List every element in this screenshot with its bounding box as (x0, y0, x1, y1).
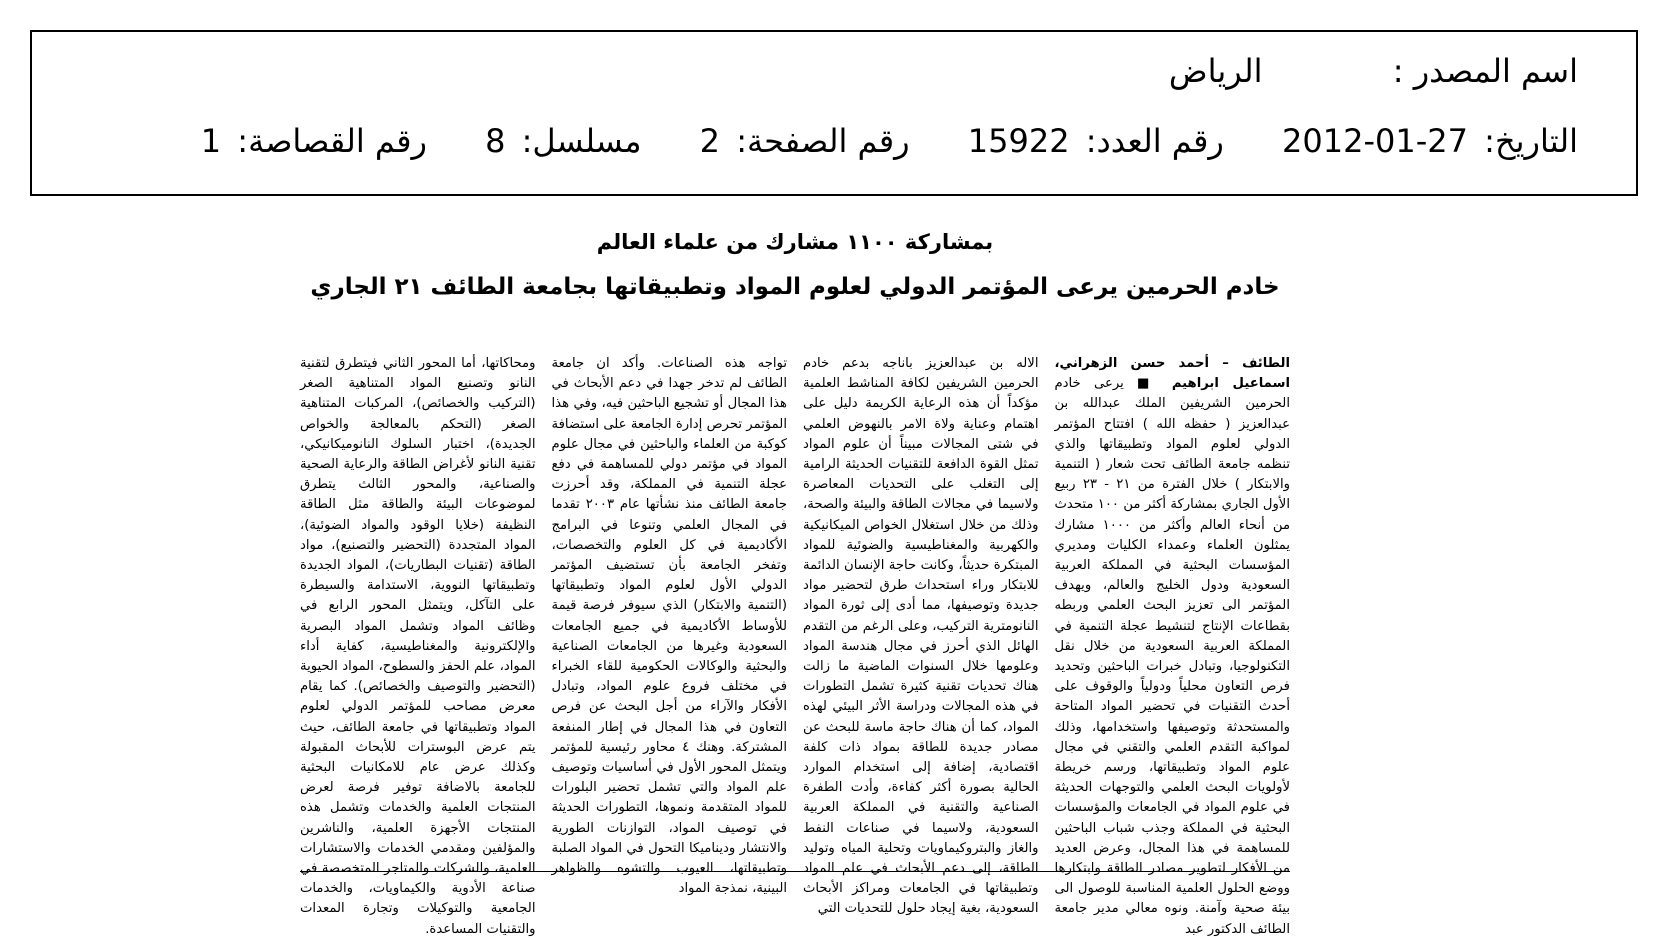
date-value: 2012-01-27 (1282, 122, 1468, 160)
page-label: رقم الصفحة: (736, 122, 910, 160)
article-column-4: ومحاكاتها، أما المحور الثاني فيتطرق لتقنية النانو وتصنيع المواد المتناهية الصغر (التركيب والخصائص)، المركبات المتناهية الصغر (التحكم بالمعالجة والخواص الجديدة)، اختبار السلوك النانوميكانيكي، تقنية النانو لأغراض الطاقة والرعاية الصحية والصناعية، والمحور الثالث يتطرق لموضوعات البيئة والطاقة مثل الطاقة النظيفة (خلايا الوقود والمواد الضوئية)، المواد المتجددة (التحضير والتصنيع)، مواد الطاقة (تقنيات البطاريات)، المواد الجديدة وتطبيقاتها النووية، الاستدامة والسيطرة على التآكل، ويتمثل المحور الرابع في وظائف المواد وتشمل المواد البصرية والإلكترونية والمغناطيسية، كفاية أداء المواد، علم الحفز والسطوح، المواد الحيوية (التحضير والتوصيف والخصائص). كما يقام معرض مصاحب للمؤتمر الدولي لعلوم المواد وتطبيقاتها في جامعة الطائف، حيث يتم عرض البوسترات للأبحاث المقبولة وكذلك عرض عام للامكانيات البحثية للجامعة بالاضافة توفير فرصة لعرض المنتجات العلمية والخدمات وتشمل هذه المنتجات الأجهزة العلمية، والناشرين والمؤلفين ومقدمي الخدمات والاستشارات العلمية، والشركات والمتاجر المتخصصة في صناعة الأدوية والكيماويات، والخدمات الجامعية والتوكيلات وتجارة المعدات والتقنيات المساعدة. (300, 356, 536, 937)
source-value: الرياض (1168, 52, 1263, 90)
issue-value: 15922 (967, 122, 1070, 160)
article-columns (300, 354, 1291, 937)
article-column-2: الاله بن عبدالعزيز باناجه بدعم خادم الحرمين الشريفين لكافة المناشط العلمية مؤكداً أن هذه الرعاية الكريمة دليل على اهتمام وعناية ولاة الامر بالنهوض العلمي في شتى المجالات مبيناً أن علوم المواد تمثل القوة الدافعة للتقنيات الحديثة الرامية إلى التغلب على التحديات المعاصرة ولاسيما في مجالات الطاقة والبيئة والصحة، وذلك من خلال استغلال الخواص الميكانيكية والكهربية والمغناطيسية والضوئية للمواد المبتكرة حديثاً، وكانت حاجة الإنسان الدائمة للابتكار وراء استحداث طرق لتحضير مواد جديدة وتوصيفها، مما أدى إلى ثورة المواد النانومترية التركيب، وعلى الرغم من التقدم الهائل الذي أحرز في مجال هندسة المواد وعلومها خلال السنوات الماضية ما زالت هناك تحديات تقنية كثيرة تشمل التطورات في هذه المجالات ودراسة الأثر البيئي لهذه المواد، كما أن هناك حاجة ماسة للبحث عن مصادر جديدة للطاقة بمواد ذات كلفة اقتصادية، إضافة إلى استخدام الموارد الحالية بصورة أكثر كفاءة، وأدت الطفرة الصناعية والتقنية في المملكة العربية السعودية، ولاسيما في صناعات النفط والغاز والبتروكيماويات وتحلية المياه وتوليد الطاقة، إلى دعم الأبحاث في علم المواد وتطبيقاتها في الجامعات ومراكز الأبحاث السعودية، بغية إيجاد حلول للتحديات التي (803, 356, 1039, 917)
article-kicker: بمشاركة ١١٠٠ مشارك من علماء العالم (596, 230, 994, 254)
date-label: التاريخ: (1484, 122, 1578, 160)
article-headline: خادم الحرمين يرعى المؤتمر الدولي لعلوم المواد وتطبيقاتها بجامعة الطائف ٢١ الجاري (310, 274, 1280, 300)
page-value: 2 (699, 122, 721, 160)
article-byline: الطائف – أحمد حسن الزهراني، اسماعيل ابراهيم (1054, 356, 1290, 392)
serial-label: مسلسل: (521, 122, 642, 160)
issue-label: رقم العدد: (1085, 122, 1224, 160)
article-column-1 (1054, 354, 1291, 937)
clip-label: رقم القصاصة: (237, 122, 427, 160)
article-column-1-text: ■ يرعى خادم الحرمين الشريفين الملك عبدالله بن عبدالعزيز ( حفظه الله ) افتتاح المؤتمر الدولي لعلوم المواد وتطبيقاتها والذي تنظمه جامعة الطائف تحت شعار ( التنمية والابتكار ) خلال الفترة من ٢١ - ٢٣ ربيع الأول الجاري بمشاركة أكثر من ١٠٠ متحدث من أنحاء العالم وأكثر من ١٠٠٠ مشارك يمثلون العلماء وعمداء الكليات ومديري المؤسسات البحثية في المملكة العربية السعودية ودول الخليج والعالم، ويهدف المؤتمر الى تعزيز البحث العلمي وربطه بقطاعات الإنتاج لتنشيط عجلة التنمية في المملكة العربية السعودية من خلال نقل التكنولوجيا، وتبادل خبرات الباحثين وتحديد فرص التعاون محلياً ودولياً والوقوف على أحدث التقنيات في تحضير المواد المتاحة والمستحدثة وتوصيفها واستخدامها، وذلك لمواكبة التقدم العلمي والتقني في مجال علوم المواد وتطبيقاتها، ورسم خريطة لأولويات البحث العلمي والتوجهات الحديثة في علوم المواد في الجامعات والمؤسسات البحثية في المملكة وجذب شباب الباحثين للمساهمة في هذا المجال، وعرض العديد من الأفكار لتطوير مصادر الطاقة وابتكارها ووضع الحلول العلمية المناسبة للوصول الى بيئة صحية وآمنة. ونوه معالي مدير جامعة الطائف الدكتور عبد (1054, 376, 1291, 937)
clipping-bottom-rule (300, 871, 1290, 872)
article-column-3: تواجه هذه الصناعات. وأكد ان جامعة الطائف لم تدخر جهدا في دعم الأبحاث في هذا المجال أو تشجيع الباحثين فيه، وفي هذا المؤتمر تحرص إدارة الجامعة على استضافة كوكبة من العلماء والباحثين في مجال علوم المواد في مؤتمر دولي للمساهمة في دفع عجلة التنمية في المملكة، وقد أحرزت جامعة الطائف منذ نشأتها عام ٢٠٠٣ تقدما في المجال العلمي وتنوعا في البرامج الأكاديمية في كل العلوم والتخصصات، وتفخر الجامعة بأن تستضيف المؤتمر الدولي الأول لعلوم المواد وتطبيقاتها (التنمية والابتكار) الذي سيوفر فرصة قيمة للأوساط الأكاديمية في جميع الجامعات السعودية وغيرها من الجامعات الصناعية والبحثية والوكالات الحكومية للقاء الخبراء في مختلف فروع علوم المواد، وتبادل الأفكار والآراء من أجل البحث عن فرص التعاون في هذا المجال في إطار المنفعة المشتركة. وهنك ٤ محاور رئيسية للمؤتمر ويتمثل المحور الأول في أساسيات وتوصيف علم المواد والتي تشمل تحضير البلورات للمواد المتقدمة ونموها، التطورات الحديثة في توصيف المواد، التوازنات الطورية والانتشار وديناميكا التحول في المواد الصلبة وتطبيقاتها، العيوب والتشوه والظواهر البينية، نمذجة المواد (551, 356, 788, 897)
source-label: اسم المصدر : (1392, 52, 1578, 90)
newspaper-clipping (300, 222, 1291, 937)
serial-value: 8 (485, 122, 506, 160)
clip-value: 1 (200, 122, 222, 160)
metadata-box (30, 30, 1638, 196)
details-line (201, 122, 1578, 160)
source-line (1169, 52, 1578, 90)
